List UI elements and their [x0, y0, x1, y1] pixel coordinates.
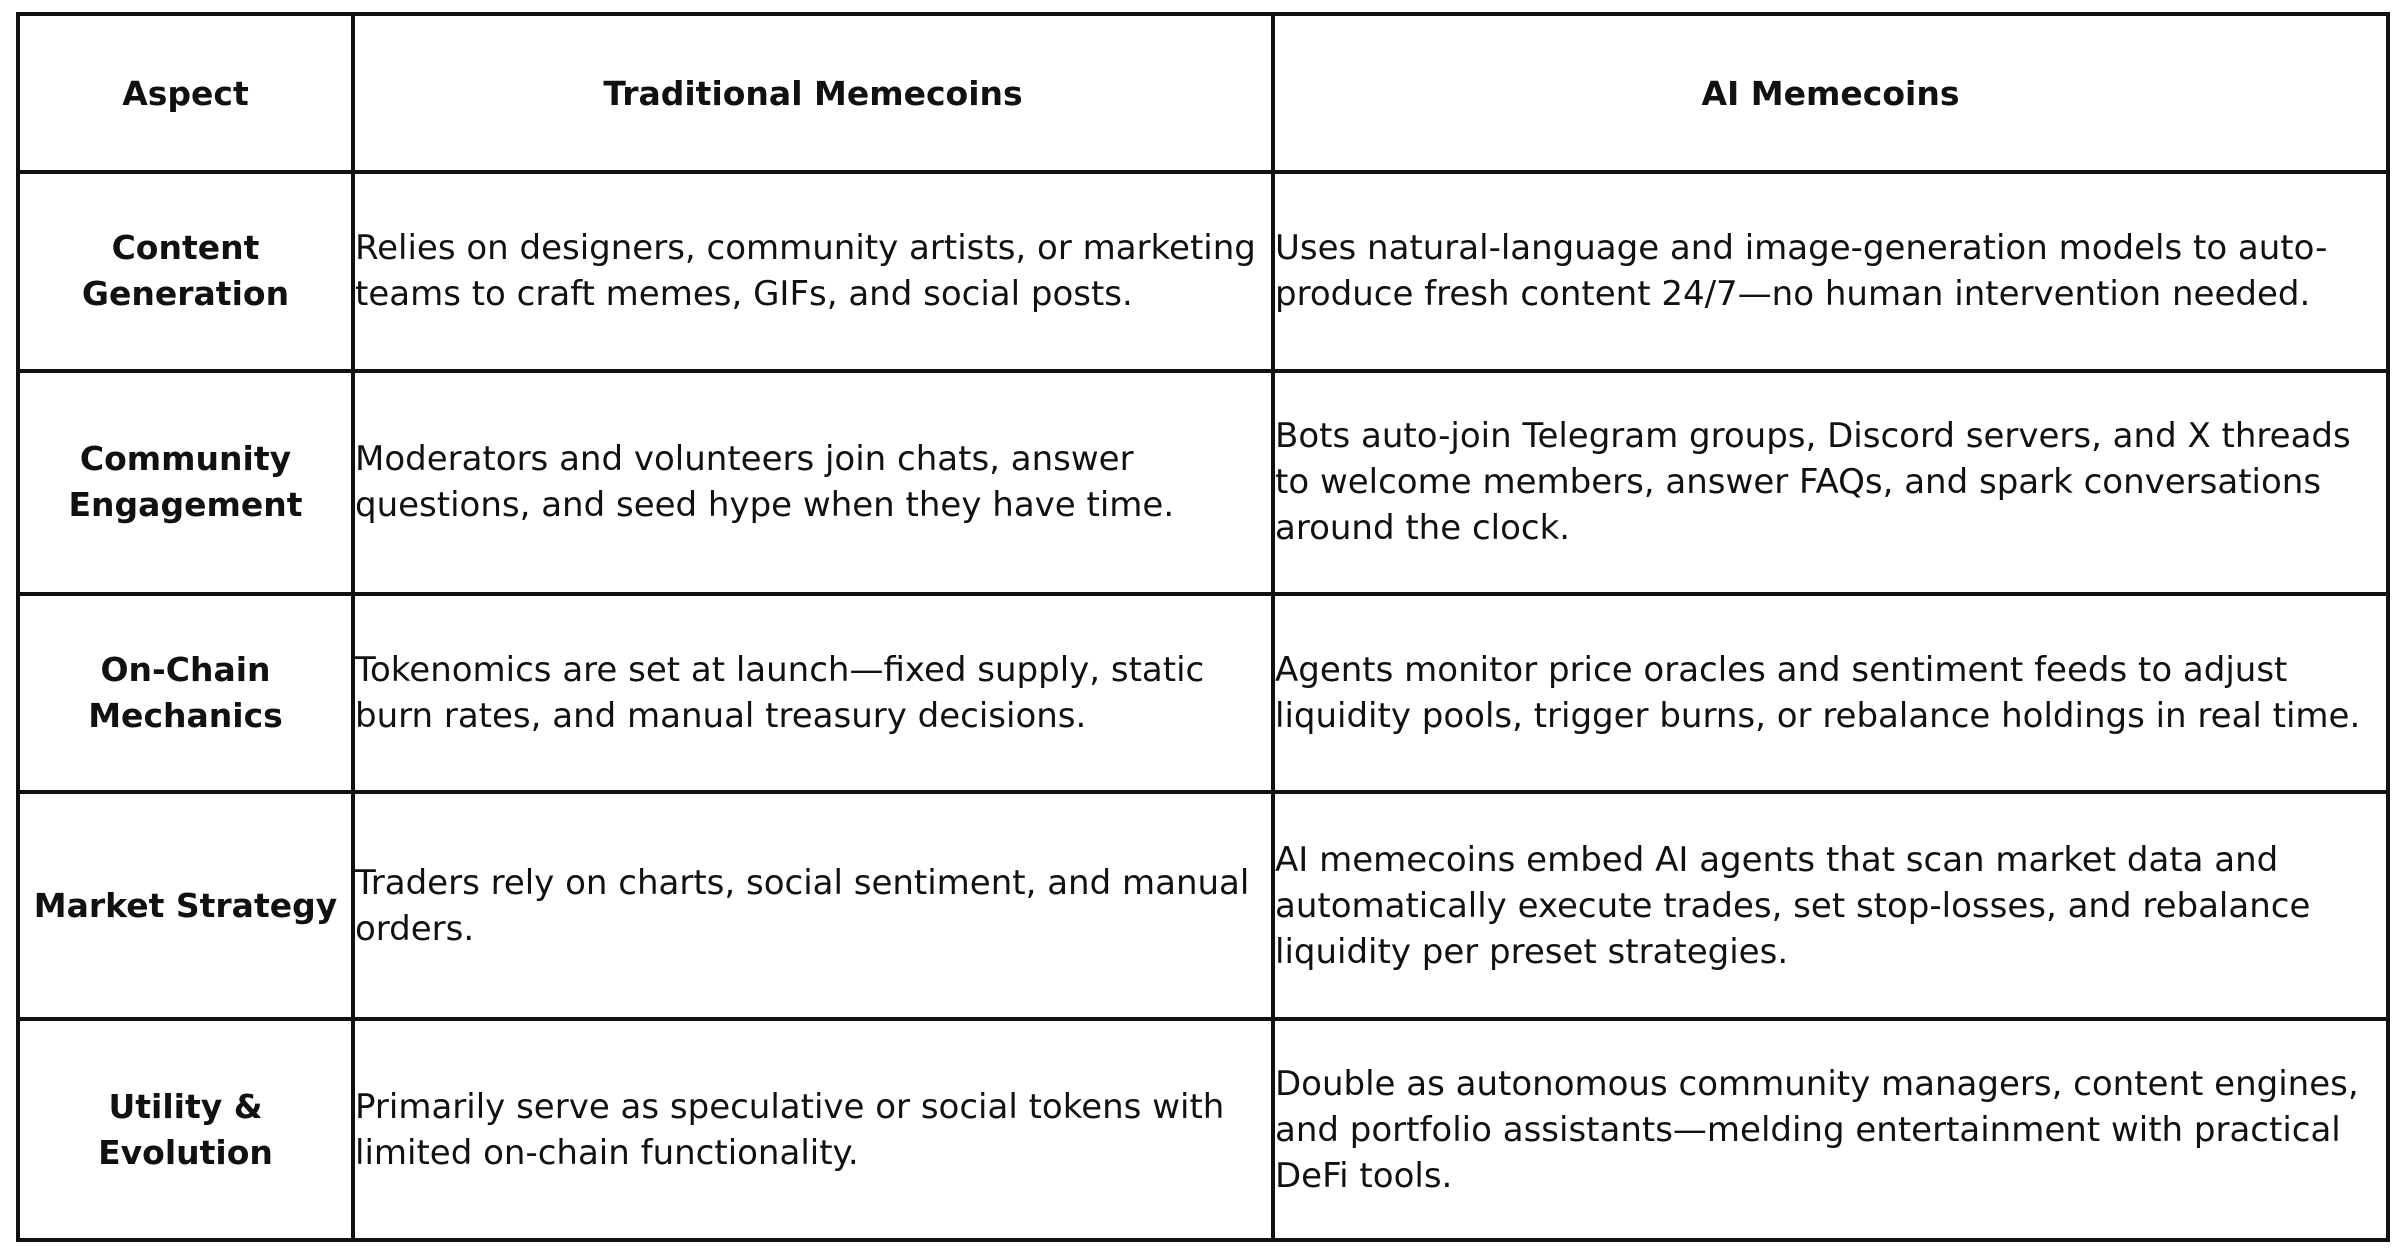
traditional-cell: Relies on designers, community artists, or marketing teams to craft memes, GIFs, and social posts.: [353, 172, 1273, 371]
table-row: [18, 792, 2388, 1019]
traditional-cell: Primarily serve as speculative or social tokens with limited on-chain functionality.: [353, 1019, 1273, 1240]
table-row: [18, 1019, 2388, 1240]
header-ai-memecoins: AI Memecoins: [1273, 14, 2388, 172]
ai-cell: Uses natural-language and image-generation models to auto-produce fresh content 24/7—no human intervention needed.: [1273, 172, 2388, 371]
aspect-cell: Utility & Evolution: [18, 1019, 353, 1240]
ai-cell: Double as autonomous community managers, content engines, and portfolio assistants—melding entertainment with practical DeFi tools.: [1273, 1019, 2388, 1240]
header-aspect: Aspect: [18, 14, 353, 172]
comparison-table: [16, 12, 2390, 1242]
aspect-cell: Community Engagement: [18, 371, 353, 594]
traditional-cell: Traders rely on charts, social sentiment, and manual orders.: [353, 792, 1273, 1019]
table-row: [18, 371, 2388, 594]
aspect-cell: Market Strategy: [18, 792, 353, 1019]
table-row: [18, 172, 2388, 371]
ai-cell: Bots auto-join Telegram groups, Discord servers, and X threads to welcome members, answer FAQs, and spark conversations around the clock.: [1273, 371, 2388, 594]
ai-cell: AI memecoins embed AI agents that scan market data and automatically execute trades, set stop-losses, and rebalance liquidity per preset strategies.: [1273, 792, 2388, 1019]
aspect-cell: On-Chain Mechanics: [18, 594, 353, 793]
traditional-cell: Tokenomics are set at launch—fixed supply, static burn rates, and manual treasury decisions.: [353, 594, 1273, 793]
traditional-cell: Moderators and volunteers join chats, answer questions, and seed hype when they have time.: [353, 371, 1273, 594]
table-header-row: [18, 14, 2388, 172]
table-row: [18, 594, 2388, 793]
ai-cell: Agents monitor price oracles and sentiment feeds to adjust liquidity pools, trigger burns, or rebalance holdings in real time.: [1273, 594, 2388, 793]
aspect-cell: Content Generation: [18, 172, 353, 371]
header-traditional-memecoins: Traditional Memecoins: [353, 14, 1273, 172]
comparison-table-container: [16, 12, 2386, 1242]
